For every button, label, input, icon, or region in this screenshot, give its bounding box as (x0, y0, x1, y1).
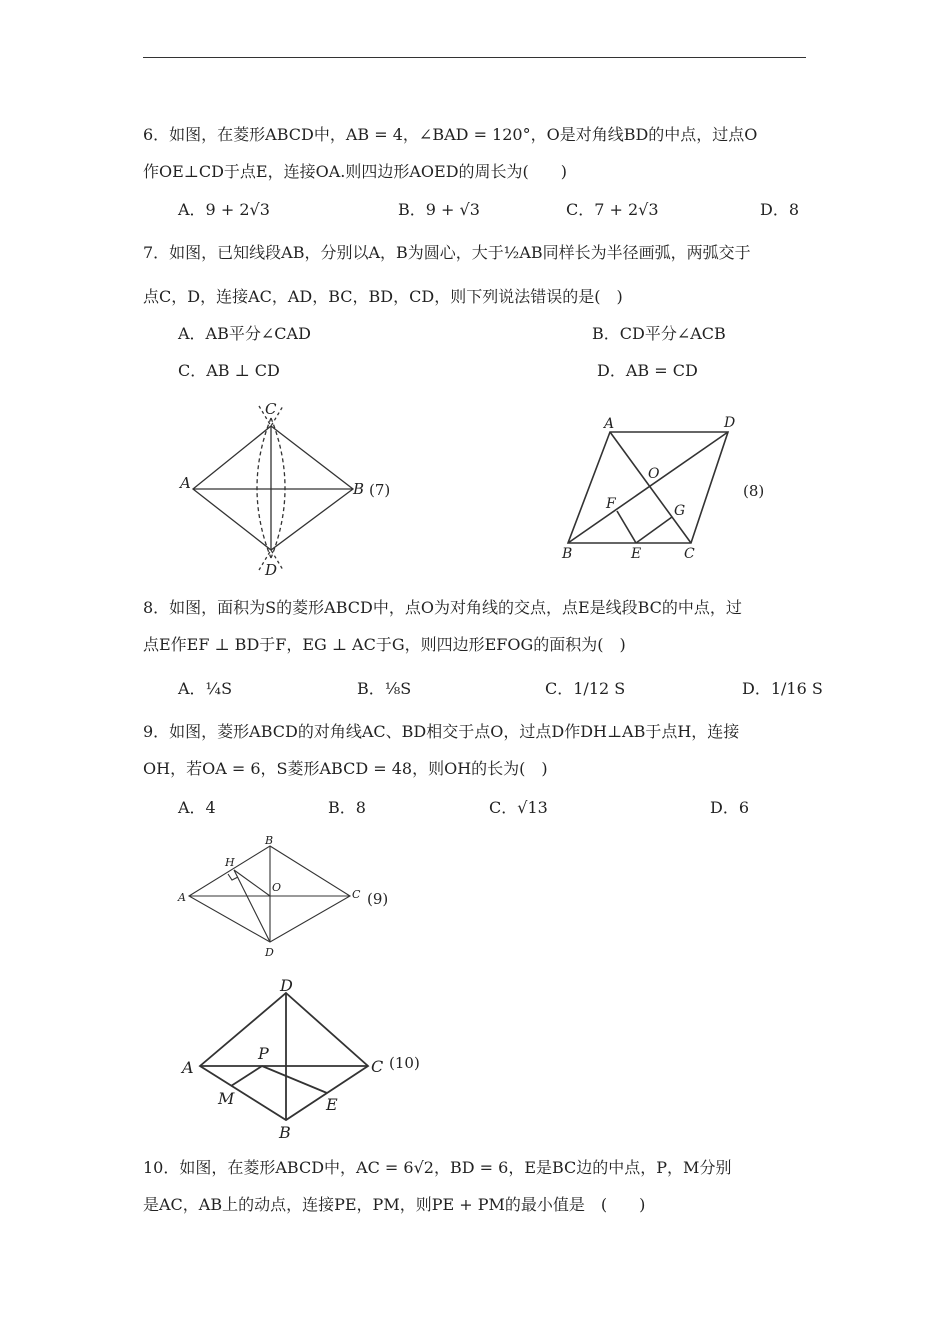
q9-line-2: OH，若OA = 6，S菱形ABCD = 48，则OH的长为( ) (143, 759, 548, 778)
fig7-arc-right (271, 418, 285, 558)
q8-line-2: 点E作EF ⊥ BD于F，EG ⊥ AC于G，则四边形EFOG的面积为( ) (143, 635, 626, 654)
fig8-diagonal-ac (610, 432, 691, 543)
fig9-label-d: D (265, 946, 274, 959)
fig8-label-d: D (724, 415, 736, 431)
fig8-label-a: A (604, 416, 615, 432)
figure-7 (175, 398, 405, 580)
q10-line-1: 10．如图，在菱形ABCD中，AC = 6√2，BD = 6，E是BC边的中点，P，M分别 (143, 1158, 732, 1177)
fig7-label-a: A (180, 474, 191, 492)
q6-option-c: C．7 + 2√3 (566, 200, 659, 219)
q6-option-a: A．9 + 2√3 (178, 200, 270, 219)
fig8-segment-ef (617, 511, 636, 543)
q9-option-b: B．8 (328, 798, 366, 817)
figure-8 (558, 410, 778, 562)
q9-line-1: 9．如图，菱形ABCD的对角线AC、BD相交于点O，过点D作DH⊥AB于点H，连接 (143, 722, 740, 741)
fig9-label-o: O (272, 881, 282, 894)
fig9-caption: (9) (367, 890, 389, 908)
q6-line-2: 作OE⊥CD于点E，连接OA.则四边形AOED的周长为( ) (143, 162, 568, 181)
q7-line-2: 点C，D，连接AC，AD，BC，BD，CD，则下列说法错误的是( ) (143, 287, 623, 306)
fig10-caption: (10) (389, 1054, 420, 1072)
fig10-label-c: C (371, 1057, 384, 1076)
fig8-label-f: F (606, 496, 616, 512)
q8-option-b: B．⅛S (357, 679, 412, 698)
q8-option-d: D．1/16 S (742, 679, 823, 698)
fig8-diagonal-bd (568, 432, 728, 543)
fig7-label-c: C (265, 400, 277, 418)
fig9-label-a: A (178, 891, 186, 904)
fig7-label-d: D (265, 561, 278, 579)
fig9-label-h: H (225, 856, 235, 869)
q9-option-c: C．√13 (489, 798, 548, 817)
q6-option-d: D．8 (760, 200, 800, 219)
q7-option-a: A．AB平分∠CAD (178, 324, 311, 343)
q9-option-d: D．6 (710, 798, 750, 817)
q7-line-1: 7．如图，已知线段AB，分别以A，B为圆心，大于½AB同样长为半径画弧，两弧交于 (143, 243, 751, 262)
fig8-segment-eg (636, 517, 672, 543)
q7-option-b: B．CD平分∠ACB (592, 324, 726, 343)
fig8-label-b: B (562, 546, 573, 562)
fig10-label-e: E (326, 1095, 338, 1114)
q8-option-c: C．1/12 S (545, 679, 626, 698)
q7-option-c: C．AB ⊥ CD (178, 361, 280, 380)
fig10-label-m: M (218, 1089, 235, 1108)
fig8-label-e: E (631, 546, 642, 562)
figure-9 (175, 834, 395, 962)
header-rule (143, 57, 806, 58)
fig10-label-p: P (258, 1044, 269, 1063)
fig7-caption: (7) (369, 481, 391, 499)
fig10-label-b: B (279, 1123, 291, 1142)
figure-10 (175, 976, 430, 1142)
fig8-label-g: G (674, 503, 686, 519)
fig8-label-c: C (684, 546, 695, 562)
fig7-rhombus (193, 426, 353, 550)
fig7-label-b: B (353, 480, 365, 498)
fig10-segment-pe (262, 1066, 327, 1093)
q7-option-d: D．AB = CD (597, 361, 698, 380)
fig9-segment-oh (234, 870, 270, 896)
fig10-label-a: A (182, 1058, 194, 1077)
q6-line-1: 6．如图，在菱形ABCD中，AB = 4，∠BAD = 120°，O是对角线BD的中点，过点O (143, 125, 758, 144)
fig8-caption: (8) (743, 482, 765, 500)
fig10-label-d: D (280, 976, 293, 995)
fig9-label-b: B (265, 834, 274, 847)
fig9-label-c: C (352, 888, 361, 901)
q10-line-2: 是AC，AB上的动点，连接PE，PM，则PE + PM的最小值是 ( ) (143, 1195, 646, 1214)
fig7-arc-left (257, 418, 271, 558)
fig10-segment-pm (231, 1066, 262, 1086)
q8-option-a: A．¼S (178, 679, 233, 698)
q8-line-1: 8．如图，面积为S的菱形ABCD中，点O为对角线的交点，点E是线段BC的中点，过 (143, 598, 742, 617)
q9-option-a: A．4 (178, 798, 216, 817)
q6-option-b: B．9 + √3 (398, 200, 480, 219)
fig8-label-o: O (648, 466, 660, 482)
